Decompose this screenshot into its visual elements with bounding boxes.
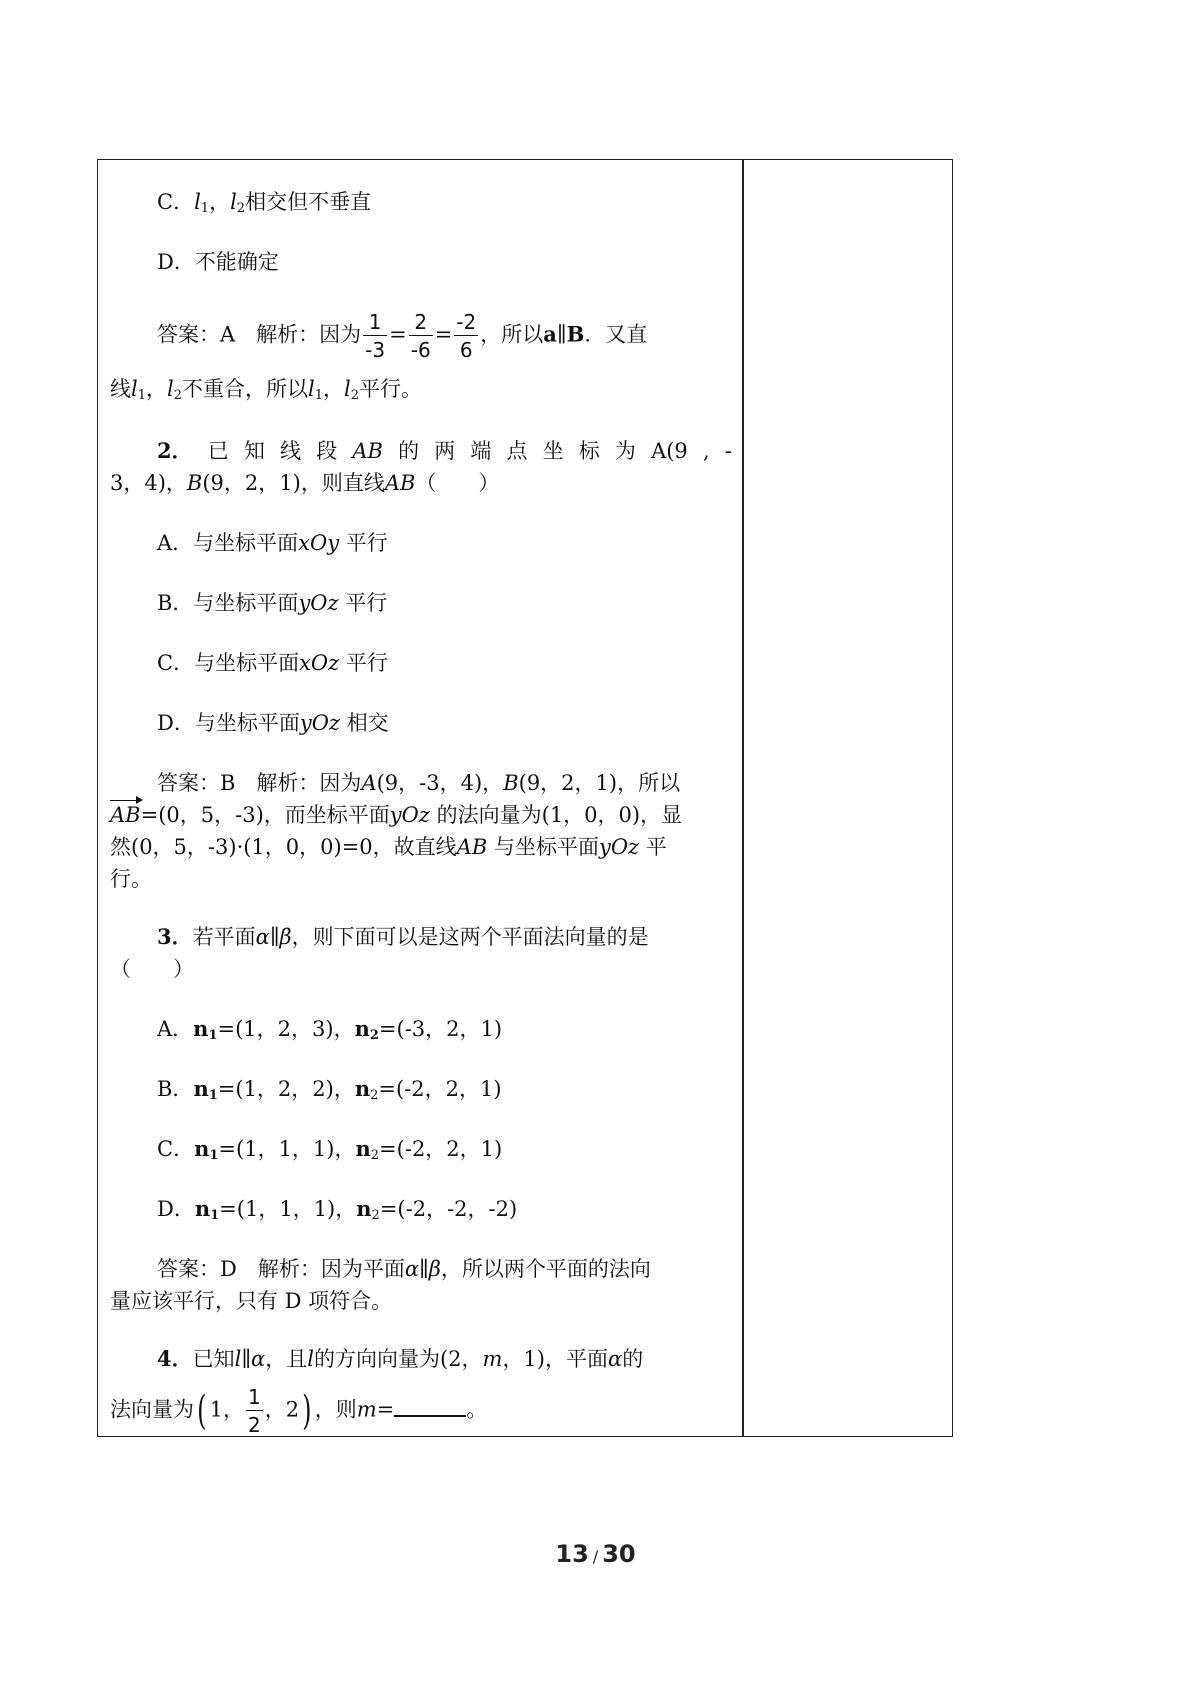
fraction: $\frac{-2}{6}$	[456, 310, 477, 362]
q2-option-d: D．与坐标平面yOz 相交	[157, 711, 389, 735]
vector-ab: AB	[110, 803, 141, 827]
q2-answer-line3: 然(0，5，-3)·(1，0，0)=0，故直线AB 与坐标平面yOz 平	[110, 835, 667, 859]
q1-answer-line2: 线$l_1$，$l_2$不重合，所以$l_1$，$l_2$平行。	[110, 377, 422, 403]
page-indicator	[0, 1540, 1191, 1568]
page-total: 30	[602, 1540, 636, 1568]
q3-option-b: B．$n_1=(1$，2，2)，$n_2=(-2$，2，1)	[157, 1076, 502, 1103]
q1-answer-line1: 答案：A 解析：因为 $\frac{1}{-3}$ = $\frac{2}{-6}$ = $\frac{-2}{6}$ ，所以a∥B．又直	[157, 310, 648, 362]
right-paren: )	[302, 1388, 312, 1434]
fraction: $\frac{2}{-6}$	[410, 310, 431, 362]
q2-answer-line2: AB=(0，5，-3)，而坐标平面yOz 的法向量为(1，0，0)，显	[110, 803, 683, 827]
page-current: 13	[555, 1540, 589, 1568]
q1-option-c: C．$l_1$，$l_2$相交但不垂直	[157, 190, 372, 216]
q2-answer-line4: 行。	[110, 867, 152, 891]
q3-option-c: C．$n_1=(1$，1，1)，$n_2=(-2$，2，1)	[157, 1136, 503, 1163]
q1-option-d: D．不能确定	[157, 250, 279, 274]
page-separator: /	[592, 1547, 599, 1566]
fraction: $\frac{1}{2}$	[247, 1385, 261, 1437]
q2-option-a: A．与坐标平面xOy 平行	[157, 531, 388, 555]
q2-answer-line1: 答案：B 解析：因为A(9，-3，4)，B(9，2，1)，所以	[157, 771, 681, 795]
q4-stem-line2: 法向量为( 1， $\frac{1}{2}$ ，2) ，则m= 。	[110, 1385, 488, 1437]
q3-answer-line1: 答案：D 解析：因为平面α∥β，所以两个平面的法向	[157, 1257, 651, 1281]
q4-stem-line1: 4．已知l∥α，且l的方向向量为(2，m，1)，平面α的	[157, 1346, 644, 1371]
q2-option-c: C．与坐标平面xOz 平行	[157, 651, 388, 675]
q3-stem-line2: （ ）	[110, 957, 194, 981]
column-divider	[742, 159, 744, 1437]
q3-option-d: D．$n_1=(1$，1，1)，$n_2=(-2$，-2，-2)	[157, 1196, 518, 1223]
left-paren: (	[197, 1388, 207, 1434]
q2-stem-line2: 3，4)，B(9，2，1)，则直线AB（ ）	[110, 471, 500, 495]
answer-blank	[394, 1395, 466, 1417]
fraction: $\frac{1}{-3}$	[365, 310, 386, 362]
q3-option-a: A．$n_1=(1$，2，3)，$n_2=(-3$，2，1)	[157, 1016, 503, 1043]
q2-stem-line1: 2． 已 知 线 段 AB 的 两 端 点 坐 标 为 A(9 , -	[157, 438, 732, 463]
q2-option-b: B．与坐标平面yOz 平行	[157, 591, 388, 615]
q3-answer-line2: 量应该平行，只有 D 项符合。	[110, 1289, 393, 1313]
q3-stem-line1: 3．若平面α∥β，则下面可以是这两个平面法向量的是	[157, 924, 649, 949]
